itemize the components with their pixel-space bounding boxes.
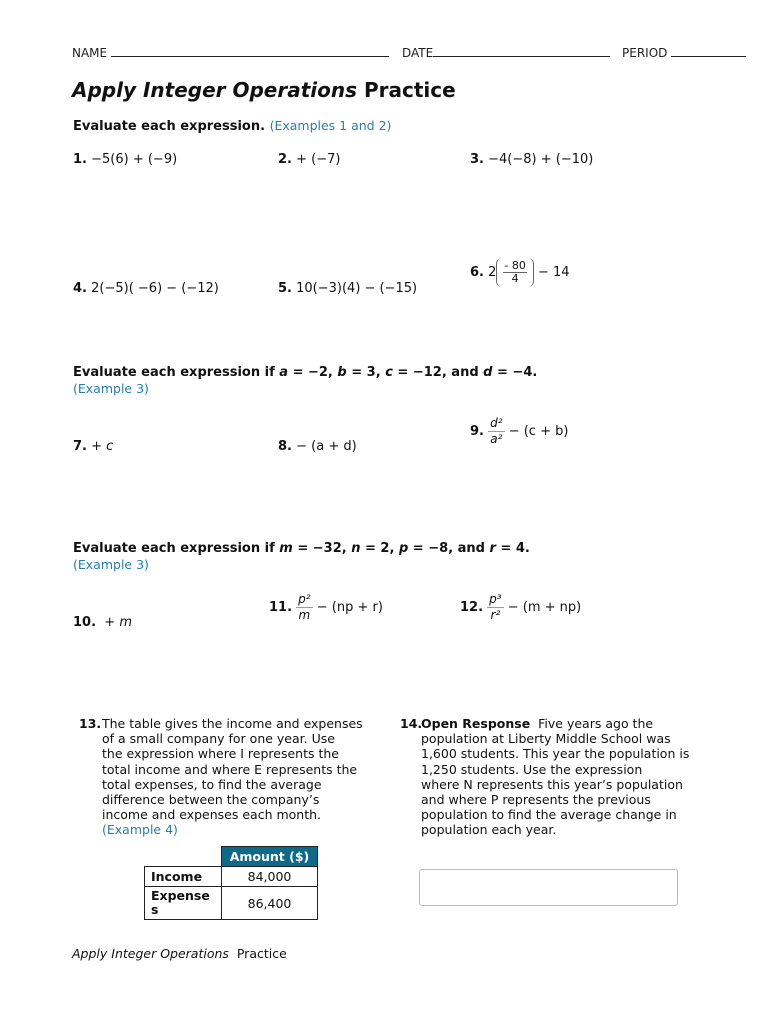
answer-box[interactable] [419,869,678,906]
problem-6: 6. 2 $\frac{- 80}{4}$ − 14 [470,259,570,285]
problem-7: 7. + c [73,439,114,454]
table-row: Income 84,000 [145,867,318,887]
problem-8: 8. − (a + d) [278,439,357,454]
problem-10: 10. + m [73,615,132,630]
problem-12: 12. $\frac{\text{p³}}{\text{r²}}$ − (m + np) [460,592,582,622]
section-1-instruction: Evaluate each expression. (Examples 1 and 2) [73,118,392,134]
open-response-heading: Open Response [421,716,531,731]
problem-14-text: Open Response Five years ago the population at Liberty Middle School was 1,600 students. This year the population is 1,250 students. Use the expression where N represents this year’s population and where P represents the previous population to find the average change in population each year. [421,716,690,838]
problem-14-number: 14. [400,716,423,731]
problem-2: 2. + (−7) [278,152,341,167]
problem-13-text: The table gives the income and expenses of a small company for one year. Use the expression where I represents the total income and where E represents the total expenses, to find the average difference between the company’s income and expenses each month. (Example 4) [102,716,377,838]
income-expense-table [144,846,318,920]
problem-13-number: 13. [79,716,102,731]
page-footer: Apply Integer Operations Practice [72,946,287,961]
date-line [433,46,610,57]
problem-5: 5. 10(−3)(4) − (−15) [278,281,418,296]
example-ref: (Examples 1 and 2) [269,118,392,133]
period-label: PERIOD [622,46,668,60]
date-label: DATE [402,46,434,60]
section-3-instruction: Evaluate each expression if m = −32, n = 2, p = −8, and r = 4. [73,541,530,556]
name-label: NAME [72,46,108,60]
problem-9: 9. $\frac{\text{d²}}{\text{a²}}$ − (c + b) [470,416,569,446]
problem-4: 4. 2(−5)( −6) − (−12) [73,281,219,296]
problem-1: 1. −5(6) + (−9) [73,152,178,167]
problem-3: 3. −4(−8) + (−10) [470,152,594,167]
period-field[interactable] [622,46,746,60]
date-field[interactable] [402,46,610,60]
example-ref: (Example 3) [73,381,149,396]
section-2-instruction: Evaluate each expression if a = −2, b = 3, c = −12, and d = −4. [73,365,538,380]
problem-11: 11. $\frac{\text{p²}}{m}$ − (np + r) [269,592,383,622]
period-line [671,46,746,57]
table-row: Expenses 86,400 [145,887,318,920]
name-line [111,46,389,57]
name-field[interactable] [72,46,389,60]
page-title: Apply Integer Operations Practice [72,78,456,102]
example-ref: (Example 4) [102,822,178,838]
example-ref: (Example 3) [73,557,149,572]
table-header-amount: Amount ($) [222,847,318,867]
